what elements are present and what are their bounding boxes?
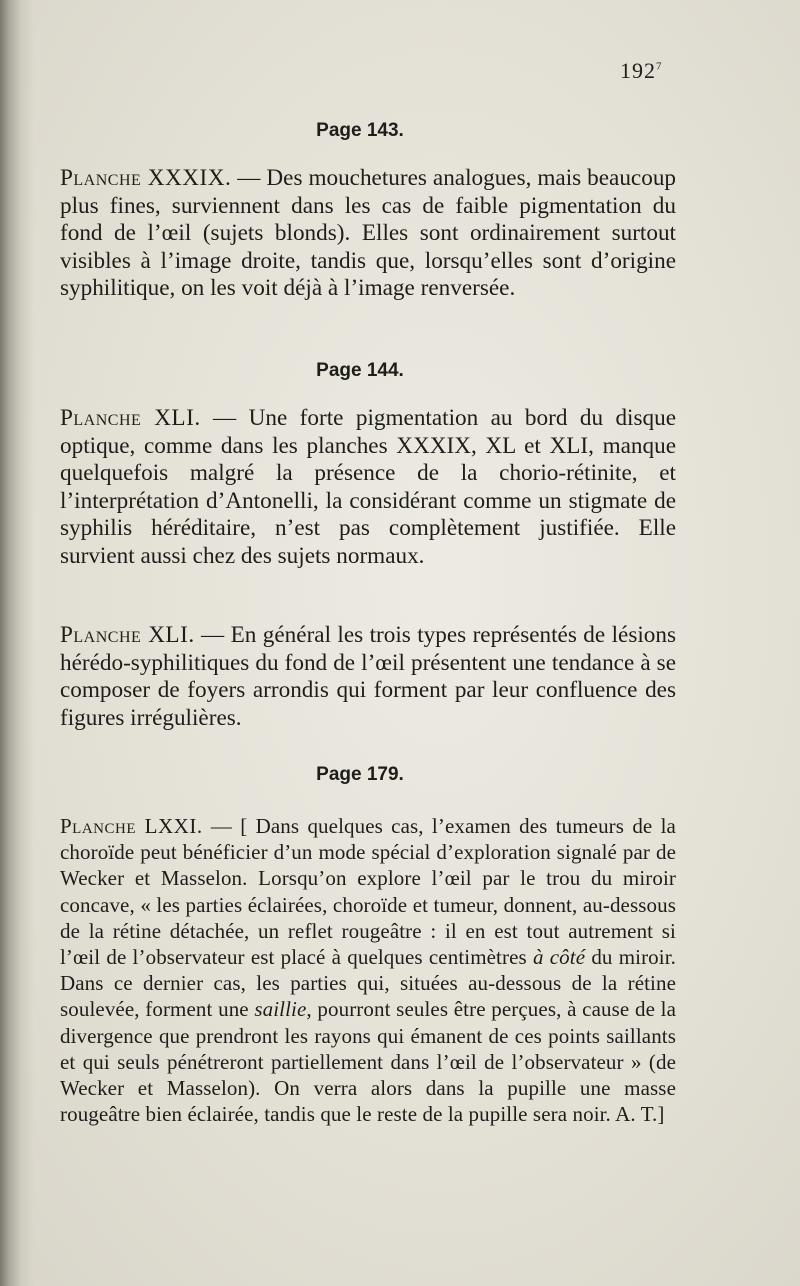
paragraph-text: du miroir. Dans ce dernier cas, les parties qui, situées au-dessous de la rétine soulevée, forment une xyxy=(60,945,677,1022)
italic-text: à côté xyxy=(532,945,586,970)
paragraph-text: — Une forte pigmentation au bord du disque optique, comme dans les planches XXXIX, XL et XLI, manque quelquefois malgré la présence de la chorio-rétinite, et l’interprétation d’Antonelli, la considérant comme un stigmate de syphilis héréditaire, n’est pas complètement justifiée. Elle survient aussi chez des sujets normaux. xyxy=(60,405,676,569)
paragraph-planche-xli-2 xyxy=(60,622,676,732)
paragraph-text: , pourront seules être perçues, à cause de la divergence que prendront les rayons qui émanent de ces points saillants et qui seuls pénétreront partiellement dans l’œil de l’observateur » (de Wecker et Masselon). On verra alors dans la pupille une masse rougeâtre bien éclairée, tandis que le reste de la pupille sera noir. A. T.] xyxy=(60,997,676,1127)
page-number-mark: 7 xyxy=(656,60,663,73)
paragraph-planche-xxxix xyxy=(60,165,676,303)
plate-label: Planche LXXI. xyxy=(60,814,203,838)
italic-text: saillie xyxy=(254,997,307,1022)
section-heading-page-143: Page 143. xyxy=(316,120,404,141)
binding-shadow xyxy=(0,0,34,1286)
section-heading-page-144: Page 144. xyxy=(316,360,404,381)
section-heading-page-179: Page 179. xyxy=(316,764,404,785)
paragraph-text: — Des mouchetures analogues, mais beaucoup plus fines, surviennent dans les cas de faible pigmentation du fond de l’œil (sujets blonds). Elles sont ordinairement surtout visibles à l’image droite, tandis que, lorsqu’elles sont d’origine syphilitique, on les voit déjà à l’image renversée. xyxy=(60,165,677,301)
page-number: $192^7$ xyxy=(620,58,663,83)
paragraph-text: — En général les trois types représentés de lésions hérédo-syphilitiques du fond de l’œil présentent une tendance à se composer de foyers arrondis qui forment par leur confluence des figures irrégulières. xyxy=(60,622,676,731)
paragraph-text: — [ Dans quelques cas, l’examen des tumeurs de la choroïde peut bénéficier d’un mode spécial d’exploration signalé par de Wecker et Masselon. Lorsqu’on explore l’œil par le trou du miroir concave, « les parties éclairées, choroïde et tumeur, donnent, au-dessous de la rétine détachée, un reflet rougeâtre : il en est tout autrement si l’œil de l’observateur est placé à quelques centimètres xyxy=(60,814,676,970)
plate-label: Planche XLI. xyxy=(60,622,195,648)
paragraph-planche-lxxi xyxy=(60,813,676,1127)
plate-label: Planche XXXIX. xyxy=(60,165,232,191)
plate-label: Planche XLI. xyxy=(60,405,201,431)
paragraph-planche-xli-1 xyxy=(60,405,676,570)
